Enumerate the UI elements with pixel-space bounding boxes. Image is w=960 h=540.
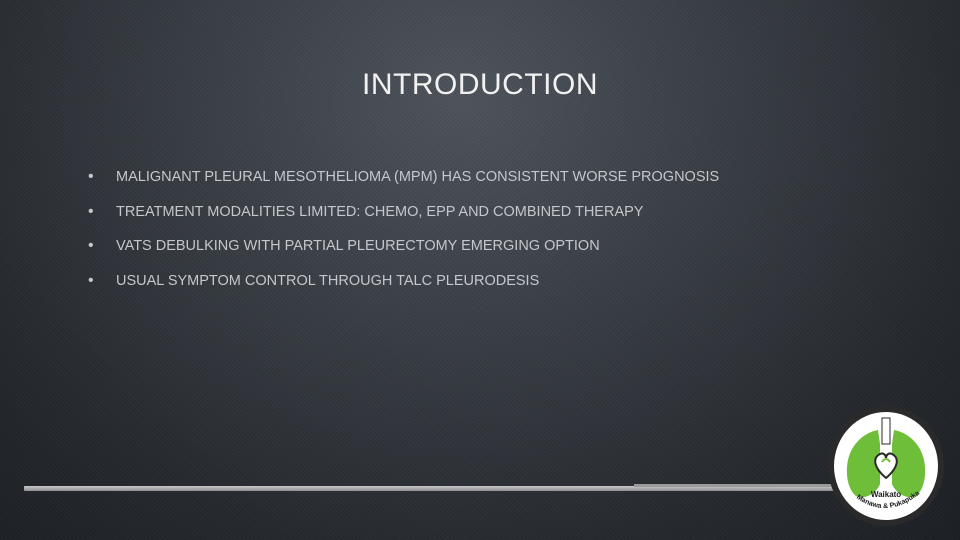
logo-text-manawa: Manawa & Pukapuka: [855, 489, 921, 511]
bullet-item: [88, 198, 908, 233]
bullet-icon: •: [88, 237, 94, 254]
waikato-logo-icon: [826, 404, 946, 528]
logo-graphic: [826, 404, 946, 528]
bullet-text: USUAL SYMPTOM CONTROL THROUGH TALC PLEURODESIS: [116, 272, 540, 289]
divider-line: [24, 486, 834, 491]
bullet-text: VATS DEBULKING WITH PARTIAL PLEURECTOMY EMERGING OPTION: [116, 238, 600, 254]
bullet-list: [88, 163, 908, 301]
bullet-item: [88, 163, 908, 198]
bullet-icon: •: [88, 202, 94, 220]
bullet-item: [88, 267, 908, 302]
bullet-text: TREATMENT MODALITIES LIMITED: CHEMO, EPP AND COMBINED THERAPY: [116, 203, 644, 220]
bullet-icon: •: [88, 271, 94, 289]
bullet-icon: •: [88, 168, 94, 185]
slide-title: INTRODUCTION: [362, 68, 598, 101]
bullet-item: [88, 232, 908, 267]
logo-text-waikato: Waikato: [870, 490, 902, 499]
bullet-text: MALIGNANT PLEURAL MESOTHELIOMA (MPM) HAS CONSISTENT WORSE PROGNOSIS: [116, 169, 720, 185]
